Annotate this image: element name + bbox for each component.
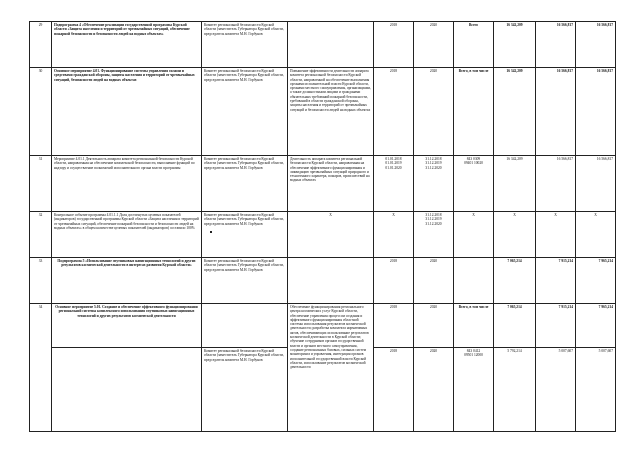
kbk-code: 09401 10020	[464, 161, 483, 166]
row-y3: 16 566,817	[576, 68, 616, 156]
table-row	[30, 304, 616, 348]
kbk-code: 843 0412	[466, 349, 481, 353]
row-result: Деятельность аппарата комитета региональной безопасности Курской области, направленная на обеспечение эффективного функционирования и ликвидацию чрезвычайных ситуаций природного и техногенного характера, пожаров, происшествий на водных объектах	[288, 156, 374, 212]
row-start: X	[374, 212, 414, 258]
end-date: 31.12.2018	[425, 157, 442, 161]
table-row	[30, 156, 616, 212]
row-name: Основное мероприятие 4.01. Функционирование системы управления силами и средствами гражданской обороны, защиты населения и территорий от чрезвычайных ситуаций, безопасности людей на водных объектах	[52, 68, 202, 156]
end-date: 31.12.2019	[425, 161, 442, 166]
row-end: 2020	[414, 258, 454, 304]
program-table	[29, 21, 616, 432]
row-name: Контрольное событие программы 4.01.1.1 Доля достигнутых целевых показателей (индикаторов) государственной программы Курской области «Защита населения и территорий от чрезвычайных ситуаций, обеспечение пожарной безопасности и безопасности людей на водных объектах» в общем количестве целевых показателей (индикаторов) составило 100%	[52, 212, 202, 258]
row-executor: Комитет региональной безопасности Курской области (заместитель Губернатора Курской области, председатель комитета М.Н. Горбунов	[202, 212, 288, 258]
row-y1: 16 342,209	[494, 22, 536, 68]
row-kbk: Всего	[454, 22, 494, 68]
row-name: Основное мероприятие 5.01. Создание и обеспечение эффективного функционирования региональной системы комплексного использования спутниковых навигационных технологий и других результатов космической деятельности	[52, 304, 202, 348]
row-y1: 7 065,214	[494, 304, 536, 348]
row-y2: X	[536, 212, 576, 258]
table-row	[30, 68, 616, 156]
row-y2: 5 007,607	[536, 348, 576, 432]
kbk-code: 843 0309	[466, 157, 481, 161]
row-start: 2018	[374, 304, 414, 348]
row-name: Подпрограмма 4 «Обеспечение реализации государственной программы Курской области «Защита населения и территорий от чрезвычайных ситуаций, обеспечение пожарной безопасности и безопасности людей на водных объектах»	[52, 22, 202, 68]
row-end-dates	[414, 156, 454, 212]
row-name: Мероприятие 4.01.1 Деятельность аппарата комитета региональной безопасности Курской области, направленная на обеспечение комплексной безопасности, выполнение функций по надзору и осуществление полномочий исполнительного органа власти программы	[52, 156, 202, 212]
row-y3: 7 965,214	[576, 258, 616, 304]
row-kbk: X	[454, 212, 494, 258]
row-start: 2018	[374, 22, 414, 68]
row-result	[288, 22, 374, 68]
row-y2: 7 915,214	[536, 304, 576, 348]
table-row	[30, 212, 616, 258]
row-kbk	[454, 156, 494, 212]
row-start: 2018	[374, 68, 414, 156]
row-end-dates	[414, 212, 454, 258]
row-name-empty	[52, 348, 202, 432]
row-y3: 5 007,607	[576, 348, 616, 432]
row-number: 34	[30, 304, 52, 432]
row-y3: 16 566,817	[576, 156, 616, 212]
row-y2: 16 566,817	[536, 156, 576, 212]
table-row	[30, 22, 616, 68]
row-end: 2020	[414, 22, 454, 68]
row-executor: Комитет региональной безопасности Курской области (заместитель Губернатора Курской области, председатель комитета М.Н. Горбунов	[202, 348, 288, 432]
row-executor: Комитет региональной безопасности Курской области (заместитель Губернатора Курской области, председатель комитета М.Н. Горбунов	[202, 156, 288, 212]
row-end: 2020	[414, 348, 454, 432]
end-date: 31.12.2019	[425, 217, 442, 222]
row-y3: 16 566,817	[576, 22, 616, 68]
row-end: 2020	[414, 68, 454, 156]
row-start-dates	[374, 156, 414, 212]
row-y2: 16 566,817	[536, 68, 576, 156]
row-y1: 16 342,209	[494, 156, 536, 212]
row-name: Подпрограмма 5 «Использование спутниковых навигационных технологий и других результатов космической деятельности в интересах развития Курской области»	[52, 258, 202, 304]
row-result: X	[288, 212, 374, 258]
table-row	[30, 258, 616, 304]
row-start: 2018	[374, 258, 414, 304]
row-executor: Комитет региональной безопасности Курской области (заместитель Губернатора Курской области, председатель комитета М.Н. Горбунов	[202, 22, 288, 68]
end-date: 31.12.2018	[425, 213, 442, 217]
row-number: 33	[30, 258, 52, 304]
row-kbk: Всего, в том числе	[454, 304, 494, 348]
row-result: Обеспечение функционирования регионального центра космических услуг Курской области, обеспечение управления процессом создания и эффективного функционирования областной системы использования результатов космической деятельности; разработка комплекта нормативных актов, обеспечивающих использование результатов космической деятельности в Курской области; обучение сотрудников органов государственной власти и органов местного самоуправления, создание региональных базовых, сильных систем мониторинга и управления, интеграция органов исполнительной государственной власти Курской области, использование результатов космической деятельности	[288, 304, 374, 432]
row-kbk: Всего, в том числе	[454, 68, 494, 156]
row-number: 32	[30, 212, 52, 258]
row-number: 31	[30, 156, 52, 212]
row-kbk	[454, 348, 494, 432]
scan-dot	[210, 231, 212, 233]
row-end: 2020	[414, 304, 454, 348]
start-date: 01.01.2019	[385, 161, 402, 166]
row-result: Повышение эффективности деятельности аппарата комитета региональной безопасности Курской области, направленной на обеспечение выполнения органами исполнительной власти Курской области, органами местного самоуправления, организациями, а также должностными лицами и гражданами обязательных требований пожарной безопасности, требований в области гражданской обороны, защиты населения и территорий от чрезвычайных ситуаций и безопасности людей на водных объектах	[288, 68, 374, 156]
row-number: 29	[30, 22, 52, 68]
row-y1: 16 342,209	[494, 68, 536, 156]
row-executor: Комитет региональной безопасности Курской области (заместитель Губернатора Курской области, председатель комитета М.Н. Горбунов	[202, 68, 288, 156]
start-date: 01.01.2018	[385, 157, 402, 161]
end-date: 31.12.2020	[425, 165, 442, 170]
row-y3: X	[576, 212, 616, 258]
row-y2: 7 915,214	[536, 258, 576, 304]
start-date: 01.01.2020	[385, 165, 402, 170]
row-y1: 7 065,214	[494, 258, 536, 304]
row-kbk	[454, 258, 494, 304]
row-executor-empty	[202, 304, 288, 348]
row-number: 30	[30, 68, 52, 156]
kbk-code: 09501 12000	[464, 353, 483, 358]
row-executor: Комитет региональной безопасности Курской области (заместитель Губернатора Курской области, председатель комитета М.Н. Горбунов	[202, 258, 288, 304]
row-y3: 7 965,214	[576, 304, 616, 348]
row-y2: 16 566,817	[536, 22, 576, 68]
row-result	[288, 258, 374, 304]
row-y1: X	[494, 212, 536, 258]
end-date: 31.12.2020	[425, 221, 442, 226]
row-start: 2018	[374, 348, 414, 432]
row-y1: 5 792,214	[494, 348, 536, 432]
